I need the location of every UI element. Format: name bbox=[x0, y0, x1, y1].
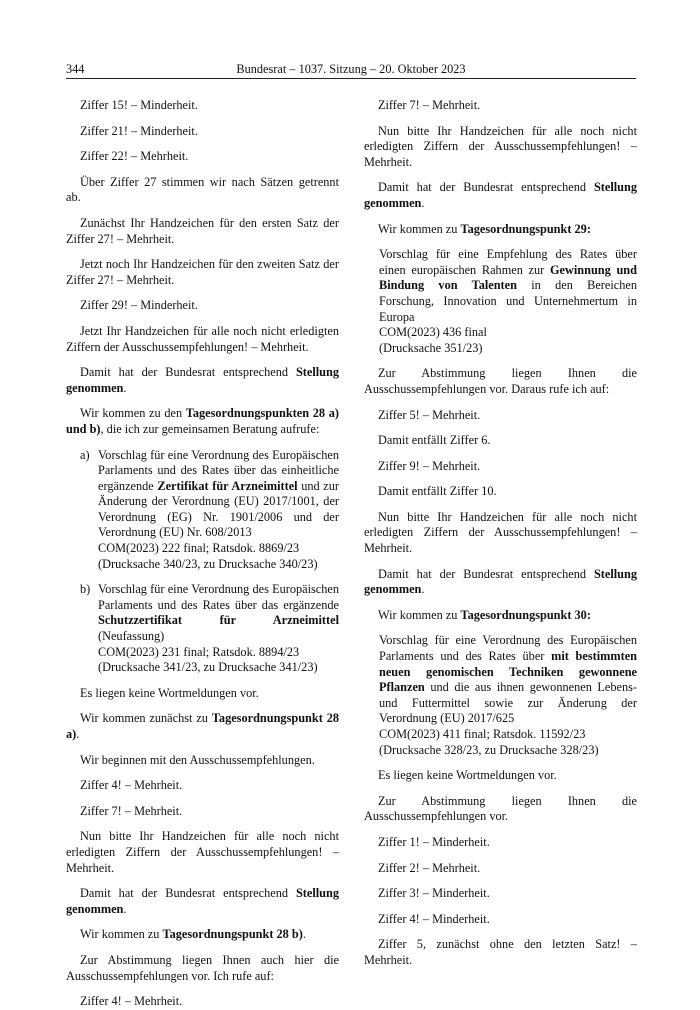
bold-phrase: mit bestimmten neuen genomischen Techniken gewonnene Pflanzen bbox=[379, 649, 637, 695]
paragraph: Damit entfällt Ziffer 6. bbox=[378, 433, 491, 448]
paragraph: Ziffer 2! – Mehrheit. bbox=[378, 860, 481, 875]
bold-phrase: Stellung genommen bbox=[364, 180, 637, 210]
paragraph: Damit hat der Bundesrat entsprechend Stellung genommen. bbox=[364, 566, 637, 597]
bold-phrase: Tagesordnungspunkt 28 a) bbox=[66, 711, 339, 741]
com-reference: COM(2023) 231 final; Ratsdok. 8894/23 bbox=[98, 644, 300, 659]
drucksache-reference: (Drucksache 351/23) bbox=[379, 340, 483, 355]
paragraph: Ziffer 9! – Mehrheit. bbox=[378, 458, 481, 473]
item-marker: b) bbox=[80, 582, 91, 597]
paragraph: Ziffer 15! – Minderheit. bbox=[80, 98, 198, 112]
bold-phrase: Zertifikat für Arzneimittel bbox=[157, 478, 298, 493]
bold-phrase: Schutzzertifikat für Arzneimittel bbox=[98, 613, 339, 628]
paragraph: Ziffer 21! – Minderheit. bbox=[80, 123, 198, 138]
paragraph: Damit hat der Bundesrat entsprechend Stellung genommen. bbox=[66, 365, 339, 395]
item-text: Vorschlag für eine Empfehlung des Rates über einen europäischen Rahmen zur Gewinnung und Bindung von Talenten in den Bereichen Forschung, Innovation und Unternehmertum in Europa bbox=[379, 247, 637, 324]
paragraph: Ziffer 5! – Mehrheit. bbox=[378, 407, 481, 422]
item-marker: a) bbox=[80, 447, 90, 462]
paragraph: Ziffer 4! – Mehrheit. bbox=[80, 778, 183, 793]
paragraph: Wir kommen zu den Tagesordnungspunkten 28 a) und b), die ich zur gemeinsamen Beratung aufrufe: bbox=[66, 406, 339, 436]
paragraph: Es liegen keine Wortmeldungen vor. bbox=[80, 685, 259, 700]
paragraph: Zunächst Ihr Handzeichen für den ersten Satz der Ziffer 27! – Mehrheit. bbox=[66, 215, 339, 246]
paragraph: Wir kommen zunächst zu Tagesordnungspunkt 28 a). bbox=[66, 711, 339, 741]
agenda-item-30 bbox=[379, 633, 637, 758]
paragraph: Damit entfällt Ziffer 10. bbox=[378, 484, 497, 499]
item-text: Vorschlag für eine Verordnung des Europäischen Parlaments und des Rates über das ergänzende Schutzzertifikat für Arzneimittel (Neufassung) bbox=[98, 582, 339, 644]
paragraph: Wir kommen zu Tagesordnungspunkt 29: bbox=[378, 221, 591, 236]
paragraph: Wir kommen zu Tagesordnungspunkt 30: bbox=[378, 607, 591, 622]
paragraph: Nun bitte Ihr Handzeichen für alle noch nicht erledigten Ziffern der Ausschussempfehlungen! – Mehrheit. bbox=[364, 123, 637, 169]
bold-phrase: Gewinnung und Bindung von Talenten bbox=[379, 262, 637, 293]
com-reference: COM(2023) 411 final; Ratsdok. 11592/23 bbox=[379, 727, 586, 741]
paragraph: Nun bitte Ihr Handzeichen für alle noch nicht erledigten Ziffern der Ausschussempfehlungen! – Mehrheit. bbox=[66, 829, 339, 875]
paragraph: Ziffer 5, zunächst ohne den letzten Satz! – Mehrheit. bbox=[364, 937, 637, 967]
running-title: Bundesrat – 1037. Sitzung – 20. Oktober 2023 bbox=[236, 62, 466, 76]
paragraph: Ziffer 4! – Minderheit. bbox=[378, 911, 490, 926]
bold-phrase: Tagesordnungspunkt 29: bbox=[460, 221, 591, 236]
bold-phrase: Tagesordnungspunkt 28 b) bbox=[162, 927, 303, 942]
paragraph: Über Ziffer 27 stimmen wir nach Sätzen getrennt ab. bbox=[66, 174, 339, 205]
bold-phrase: Tagesordnungspunkt 30: bbox=[460, 607, 591, 622]
paragraph: Jetzt noch Ihr Handzeichen für den zweiten Satz der Ziffer 27! – Mehrheit. bbox=[66, 257, 339, 287]
paragraph: Zur Abstimmung liegen Ihnen auch hier die Ausschussempfehlungen vor. Ich rufe auf: bbox=[66, 952, 339, 983]
agenda-item-29 bbox=[379, 247, 637, 356]
paragraph: Ziffer 1! – Minderheit. bbox=[378, 834, 490, 849]
drucksache-reference: (Drucksache 340/23, zu Drucksache 340/23) bbox=[98, 556, 318, 571]
com-reference: COM(2023) 436 final bbox=[379, 325, 487, 340]
bold-phrase: Tagesordnungspunkten 28 a) und b) bbox=[66, 406, 339, 436]
paragraph: Zur Abstimmung liegen Ihnen die Ausschussempfehlungen vor. bbox=[364, 793, 637, 824]
drucksache-reference: (Drucksache 341/23, zu Drucksache 341/23) bbox=[98, 660, 318, 675]
paragraph: Ziffer 7! – Mehrheit. bbox=[378, 98, 481, 112]
paragraph: Damit hat der Bundesrat entsprechend Stellung genommen. bbox=[66, 886, 339, 916]
agenda-item-b bbox=[66, 582, 339, 676]
paragraph: Zur Abstimmung liegen Ihnen die Ausschussempfehlungen vor. Daraus rufe ich auf: bbox=[364, 366, 637, 396]
page-header bbox=[66, 62, 636, 79]
paragraph: Jetzt Ihr Handzeichen für alle noch nicht erledigten Ziffern der Ausschussempfehlungen! – Mehrheit. bbox=[66, 323, 339, 354]
paragraph: Ziffer 4! – Mehrheit. bbox=[80, 994, 183, 1009]
drucksache-reference: (Drucksache 328/23, zu Drucksache 328/23) bbox=[379, 742, 599, 757]
paragraph: Nun bitte Ihr Handzeichen für alle noch nicht erledigten Ziffern der Ausschussempfehlungen! – Mehrheit. bbox=[364, 509, 637, 556]
paragraph: Ziffer 7! – Mehrheit. bbox=[80, 803, 183, 818]
paragraph: Es liegen keine Wortmeldungen vor. bbox=[378, 768, 557, 783]
bold-phrase: Stellung genommen bbox=[66, 886, 339, 916]
page-number: 344 bbox=[66, 62, 85, 76]
bold-phrase: Stellung genommen bbox=[66, 365, 339, 395]
paragraph: Ziffer 22! – Mehrheit. bbox=[80, 149, 189, 164]
bold-phrase: Stellung genommen bbox=[364, 566, 637, 597]
item-text: Vorschlag für eine Verordnung des Europäischen Parlaments und des Rates über mit bestimmten neuen genomischen Techniken gewonnene Pflanzen und die aus ihnen gewonnenen Lebens- und Futtermittel sowie zur Änderung der Verordnung (EU) 2017/625 bbox=[379, 633, 637, 726]
left-column bbox=[66, 98, 339, 1010]
paragraph: Damit hat der Bundesrat entsprechend Stellung genommen. bbox=[364, 180, 637, 210]
paragraph: Ziffer 29! – Minderheit. bbox=[80, 298, 198, 313]
paragraph: Ziffer 3! – Minderheit. bbox=[378, 886, 490, 901]
paragraph: Wir kommen zu Tagesordnungspunkt 28 b). bbox=[80, 927, 306, 942]
com-reference: COM(2023) 222 final; Ratsdok. 8869/23 bbox=[98, 541, 300, 556]
agenda-item-a bbox=[66, 448, 339, 573]
paragraph: Wir beginnen mit den Ausschussempfehlungen. bbox=[80, 752, 315, 767]
right-column bbox=[364, 98, 637, 969]
item-text: Vorschlag für eine Verordnung des Europäischen Parlaments und des Rates über das einheitliche ergänzende Zertifikat für Arzneimittel und zur Änderung der Verordnung (EU) 2017/1001, der Verordnung (EG) Nr. 1901/2006 und der Verordnung (EU) Nr. 608/2013 bbox=[98, 447, 339, 540]
